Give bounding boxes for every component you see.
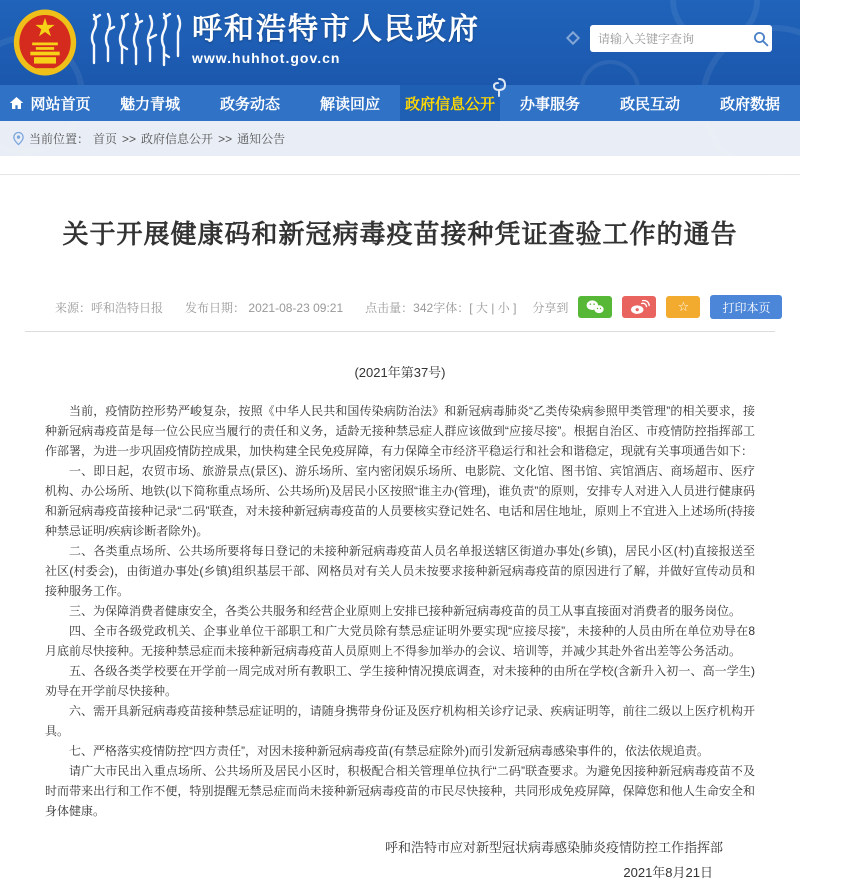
- article-paragraph: 二、各类重点场所、公共场所要将每日登记的未接种新冠病毒疫苗人员名单报送辖区街道办事处(乡镇)，居民小区(村)直接报送至社区(村委会)，由街道办事处(乡镇)组织基层干部、网格员对有关人员未按要求接种新冠病毒疫苗的原因进行了解，并做好宣传动员和接种服务工作。: [45, 544, 755, 598]
- font-smaller-button[interactable]: 小: [497, 300, 510, 315]
- article-paragraph: 六、需开具新冠病毒疫苗接种禁忌症证明的，请随身携带身份证及医疗机构相关诊疗记录、疾病证明等，前往二级以上医疗机构开具。: [45, 704, 755, 738]
- weibo-share-icon: [629, 299, 649, 315]
- mongolian-script: [88, 10, 184, 76]
- nav-item-label: 魅力青城: [119, 95, 180, 113]
- nav-item-label: 政府数据: [719, 95, 780, 113]
- share-label: 分享到: [532, 300, 569, 315]
- article-paragraph: 五、各级各类学校要在开学前一周完成对所有教职工、学生接种情况摸底调查，对未接种的由所在学校(含新升入初一、高一学生)劝导在开学前尽快接种。: [45, 664, 755, 698]
- star-favorite-icon: ☆: [677, 299, 690, 314]
- breadcrumb-separator: >>: [122, 131, 137, 146]
- breadcrumb-separator: >>: [218, 131, 233, 146]
- meta-source: 来源：呼和浩特日报: [55, 300, 164, 315]
- page-title: 关于开展健康码和新冠病毒疫苗接种凭证查验工作的通告: [62, 219, 738, 249]
- article-paragraph: 请广大市民出入重点场所、公共场所及居民小区时，积极配合相关管理单位执行“二码”联查要求。为避免因接种新冠病毒疫苗不及时而带来出行和工作不便，特别提醒无禁忌症而尚未接种新冠病毒疫苗的市民尽快接种，共同形成免疫屏障，保障您和他人生命安全和身体健康。: [45, 764, 755, 818]
- site-identity: [192, 13, 480, 66]
- article-content: [0, 174, 800, 881]
- breadcrumb-label: 当前位置：: [29, 132, 90, 146]
- national-emblem-icon: [12, 7, 78, 78]
- nav-item-label: 解读回应: [319, 95, 380, 113]
- wechat-share-button[interactable]: [578, 296, 612, 318]
- nav-item-label: 网站首页: [30, 95, 91, 113]
- nav-item-label: 政府信息公开: [404, 95, 495, 113]
- article-paragraph: 三、为保障消费者健康安全，各类公共服务和经营企业原则上安排已接种新冠病毒疫苗的员工从事直接面对消费者的服务岗位。: [69, 604, 742, 618]
- nav-item-charming-city[interactable]: [100, 85, 200, 121]
- site-header: [0, 0, 800, 85]
- breadcrumb: [0, 121, 800, 156]
- nav-item-gov-data[interactable]: [700, 85, 800, 121]
- breadcrumb-item-home[interactable]: 首页: [93, 132, 118, 146]
- article-body: [25, 401, 775, 821]
- site-title: 呼和浩特市人民政府: [192, 13, 480, 46]
- font-size-control: 字体：[ 大 | 小 ]: [433, 300, 517, 315]
- content-divider: [0, 174, 800, 175]
- breadcrumb-item-gov-info[interactable]: 政府信息公开: [141, 132, 214, 146]
- article-meta-right: [433, 295, 782, 319]
- article-paragraph: 一、即日起，农贸市场、旅游景点(景区)、游乐场所、室内密闭娱乐场所、电影院、文化馆、图书馆、宾馆酒店、商场超市、医疗机构、办公场所、地铁(以下简称重点场所、公共场所)及居民小区按照“谁主办(管理)，谁负责”的原则，安排专人对进入人员进行健康码和新冠病毒疫苗接种记录“二码”联查，对未接种新冠病毒疫苗的人员要核实登记姓名、电话和居住地址，原则上不宜进入上述场所(持接种禁忌证明/疾病诊断者除外)。: [45, 464, 755, 538]
- search-input[interactable]: [598, 32, 753, 46]
- article-paragraph: 七、严格落实疫情防控“四方责任”，对因未接种新冠病毒疫苗(有禁忌症除外)而引发新冠病毒感染事件的，依法依规追责。: [69, 744, 709, 758]
- meta-publish-date: 发布日期： 2021-08-23 09:21: [185, 300, 344, 315]
- wechat-share-icon: [585, 299, 605, 315]
- main-nav: [0, 85, 800, 121]
- cloud-ornament-icon: [486, 77, 512, 97]
- nav-item-gov-info-disclosure[interactable]: [400, 85, 500, 121]
- search-ornament: [566, 31, 580, 45]
- article-paragraph: 当前，疫情防控形势严峻复杂，按照《中华人民共和国传染病防治法》和新冠病毒肺炎“乙类传染病参照甲类管理”的相关要求，接种新冠病毒疫苗是每一位公民应当履行的责任和义务，适龄无接种禁忌症人群应该做到“应接尽接”。根据自治区、市疫情防控指挥部工作部署，为进一步巩固疫情防控成果，加快构建全民免疫屏障，有力保障全市经济平稳运行和社会和谐稳定，现就有关事项通告如下：: [45, 404, 755, 458]
- home-icon: [9, 96, 24, 110]
- font-larger-button[interactable]: 大: [475, 300, 488, 315]
- breadcrumb-item-notices[interactable]: 通知公告: [237, 132, 286, 146]
- nav-item-label: 政务动态: [219, 95, 280, 113]
- nav-item-civic-interaction[interactable]: [600, 85, 700, 121]
- site-url: www.huhhot.gov.cn: [192, 50, 341, 66]
- search-box: [590, 25, 772, 52]
- article-meta-left: [55, 299, 433, 316]
- meta-view-count: 点击量：342: [365, 300, 434, 315]
- nav-item-interpretation[interactable]: [300, 85, 400, 121]
- print-page-button[interactable]: 打印本页: [710, 295, 782, 319]
- issue-date: 2021年8月21日: [623, 865, 713, 880]
- issuing-authority-signature: 呼和浩特市应对新型冠状病毒感染肺炎疫情防控工作指挥部: [384, 840, 723, 855]
- document-number: (2021年第37号): [354, 365, 446, 380]
- nav-item-home[interactable]: [0, 85, 100, 121]
- nav-item-label: 政民互动: [619, 95, 680, 113]
- nav-item-services[interactable]: [500, 85, 600, 121]
- search-icon[interactable]: [753, 31, 769, 47]
- weibo-share-button[interactable]: [622, 296, 656, 318]
- article-meta-bar: [25, 295, 775, 332]
- article-paragraph: 四、全市各级党政机关、企事业单位干部职工和广大党员除有禁忌症证明外要实现“应接尽接”，未接种的人员由所在单位劝导在8月底前尽快接种。无接种禁忌症而未接种新冠病毒疫苗人员原则上不得参加举办的会议、培训等，并减少其赴外省出差等公务活动。: [45, 624, 755, 658]
- nav-item-gov-news[interactable]: [200, 85, 300, 121]
- nav-item-label: 办事服务: [519, 95, 580, 113]
- favorite-button[interactable]: [666, 296, 700, 318]
